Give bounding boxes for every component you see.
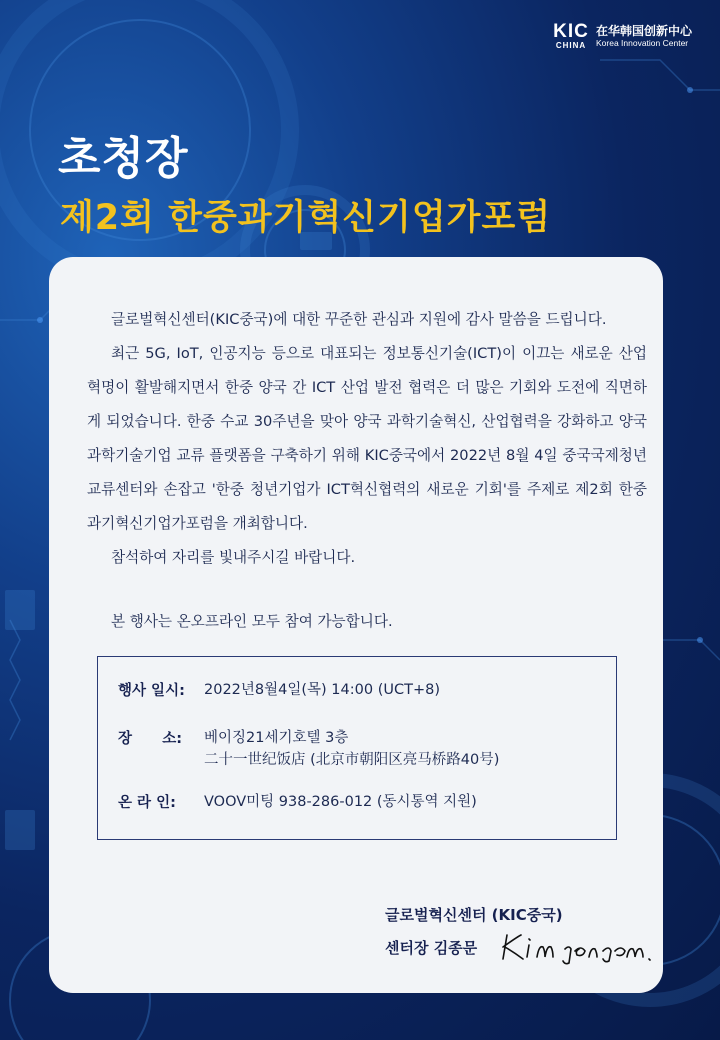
event-date-label: 행사 일시: — [118, 683, 185, 699]
logo-name-en: Korea Innovation Center — [595, 37, 689, 48]
letter-paragraph-3: 참석하여 자리를 빛내주시길 바랍니다. — [111, 549, 356, 566]
event-date-value: 2022년8월4일(목) 14:00 (UCT+8) — [204, 682, 440, 698]
event-info-box — [97, 656, 617, 840]
letter-paragraph-1: 글로벌혁신센터(KIC중국)에 대한 꾸준한 관심과 지원에 감사 말씀을 드립니다. — [111, 311, 607, 328]
event-venue-row — [118, 727, 499, 771]
logo-text — [596, 24, 692, 49]
logo-name-cn: 在华韩国创新中心 — [595, 23, 692, 38]
handwritten-signature — [499, 929, 659, 965]
event-venue-value — [204, 727, 499, 771]
event-date-row — [118, 679, 440, 701]
forum-title: 제2회 한중과기혁신기업가포럼 — [60, 198, 552, 238]
logo-mark-kic: KIC — [553, 21, 589, 42]
event-online-row — [118, 791, 477, 813]
letter-paragraph-2: 최근 5G, IoT, 인공지능 등으로 대표되는 정보통신기술(ICT)이 이끄는 새로운 산업혁명이 활발해지면서 한중 양국 간 ICT 산업 발전 협력은 더 많은 기회와 도전에 직면하게 되었습니다. 한중 수교 30주년을 맞아 양국 과학기술혁신, 산업협력을 강화하고 양국 과학기술기업 교류 플랫폼을 구축하기 위해 KIC중국에서 2022년 8월 4일 중국국제청년교류센터와 손잡고 '한중 청년기업가 ICT혁신협력의 새로운 기회'를 주제로 제2회 한중 과기혁신기업가포럼을 개최합니다. — [87, 345, 647, 532]
event-venue-line-1: 베이징21세기호텔 3층 — [204, 730, 349, 746]
event-online-label: 온 라 인: — [118, 795, 176, 811]
signature-name: 센터장 김종문 — [385, 939, 478, 957]
letter-paragraph-4: 본 행사는 온오프라인 모두 참여 가능합니다. — [111, 613, 393, 630]
letter-card — [49, 257, 663, 993]
logo-mark-china: CHINA — [555, 41, 587, 50]
event-online-value: VOOV미팅 938-286-012 (동시통역 지원) — [204, 794, 477, 810]
event-venue-label: 장 소: — [118, 731, 183, 747]
kic-china-logo — [552, 22, 692, 50]
event-venue-line-2: 二十一世纪饭店 (北京市朝阳区亮马桥路40号) — [204, 752, 500, 768]
invitation-title: 초청장 — [58, 133, 189, 184]
signature-organization: 글로벌혁신센터 (KIC중국) — [385, 906, 563, 924]
kic-logo-mark — [552, 22, 590, 50]
